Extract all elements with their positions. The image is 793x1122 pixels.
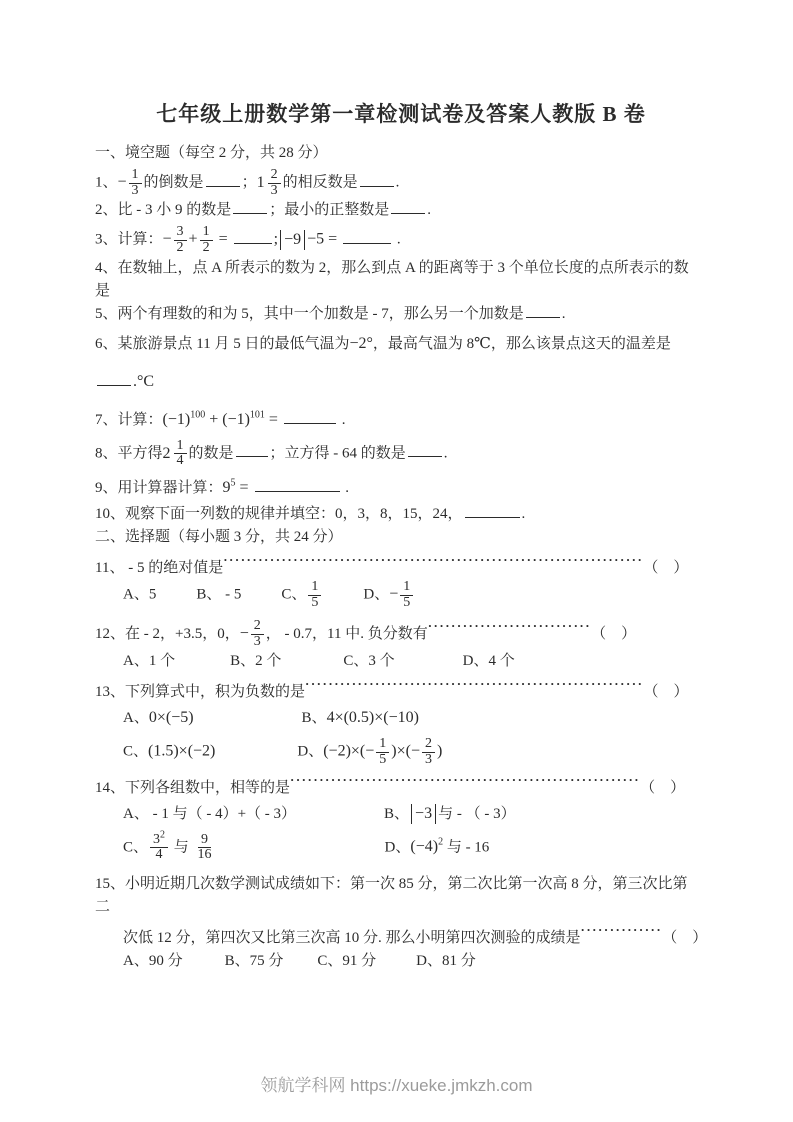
math-text: = <box>235 479 253 497</box>
text: 6、某旅游景点 11 月 5 日的最低气温为 <box>95 335 350 352</box>
text: 是 <box>95 282 111 299</box>
math-text: −5 = <box>307 231 342 248</box>
question-12 <box>95 615 707 650</box>
text: B、 <box>301 710 327 727</box>
answer-blank <box>284 410 336 424</box>
text: 5、两个有理数的和为 5，其中一个加数是 - 7，那么另一个加数是 <box>95 305 524 322</box>
text: ， - 0.7，11 中. 负分数有 <box>265 625 428 642</box>
question-13 <box>95 673 707 703</box>
power-expression: $9^5$ <box>222 477 236 497</box>
text: 的数是 <box>188 445 234 462</box>
text: （ ） <box>591 625 637 642</box>
text: 二、选择题（每小题 3 分，共 24 分） <box>95 529 343 546</box>
answer-blank <box>343 230 391 244</box>
text: . <box>395 174 400 191</box>
answer-blank <box>234 230 272 244</box>
text: ；立方得 - 64 的数是 <box>269 445 406 462</box>
text: ；最小的正整数是 <box>269 202 390 219</box>
question-15-cont2 <box>95 919 707 949</box>
text: B、75 分 <box>224 953 284 969</box>
text: 的相反数是 <box>282 174 358 191</box>
text: 2、比 - 3 小 9 的数是 <box>95 202 232 219</box>
question-14 <box>95 769 707 799</box>
text: B、 - 5 <box>196 586 242 603</box>
text: C、 <box>281 586 307 603</box>
math-text: .°C <box>133 372 155 390</box>
text: . <box>521 506 526 523</box>
text: 二 <box>95 899 111 915</box>
math-text: + <box>205 410 223 428</box>
question-3 <box>95 225 707 255</box>
fraction: $\frac{3}{2}$ <box>174 225 187 255</box>
math-text: 0×(−5) <box>148 709 194 727</box>
text: D、4 个 <box>462 653 515 670</box>
question-12-options <box>95 650 707 672</box>
text: 与 - 16 <box>443 839 490 856</box>
dot-leader: ·························································· <box>305 676 644 692</box>
question-4 <box>95 257 707 279</box>
question-11 <box>95 549 707 579</box>
text: ； <box>241 174 257 191</box>
question-6-blank <box>95 371 707 393</box>
math-text: + <box>188 231 198 248</box>
math-text: ) <box>436 742 443 760</box>
text: （ ） <box>643 560 689 577</box>
text: 9、用计算器计算： <box>95 480 223 497</box>
fraction: $\frac{3^2}{4}$ <box>150 833 168 863</box>
math-text: )×(− <box>391 742 420 760</box>
text: 与 <box>170 839 193 856</box>
math-text: − <box>239 624 249 642</box>
text: D、81 分 <box>416 953 476 969</box>
text: 8、平方得 <box>95 445 163 462</box>
text: D、 <box>384 839 411 856</box>
answer-blank <box>465 504 520 518</box>
math-text: − <box>117 173 127 191</box>
fraction: $\frac{2}{3}$ <box>251 619 264 649</box>
text: （ ） <box>643 684 689 701</box>
text: 13、下列算式中，积为负数的是 <box>95 684 306 701</box>
question-7 <box>95 409 707 431</box>
question-14-options-cd <box>95 828 707 863</box>
text: 的倒数是 <box>143 174 204 191</box>
text: 与 - （ - 3） <box>438 805 516 822</box>
text: C、 <box>123 839 149 856</box>
text: A、1 个 <box>123 653 176 670</box>
fraction: $\frac{1}{5}$ <box>376 737 389 767</box>
text: ，最高气温为 8℃，那么该景点这天的温差是 <box>372 335 671 352</box>
question-13-options-ab <box>95 707 707 729</box>
text: （ ） <box>662 930 708 946</box>
math-text: (−2)×(− <box>323 742 375 760</box>
question-11-options <box>95 580 707 610</box>
text: B、 <box>384 805 410 822</box>
fraction: $\frac{2}{3}$ <box>422 737 435 767</box>
question-13-options-cd <box>95 737 707 767</box>
text: C、3 个 <box>343 653 395 670</box>
math-text: = <box>264 410 282 428</box>
text: A、 <box>123 710 149 727</box>
answer-blank <box>255 478 340 492</box>
question-15-options <box>95 950 707 972</box>
answer-blank <box>206 173 240 187</box>
question-8 <box>95 439 707 469</box>
fraction: $\frac{1}{5}$ <box>400 580 413 610</box>
question-5 <box>95 303 707 325</box>
answer-blank <box>236 443 268 457</box>
text: 11、 - 5 的绝对值是 <box>95 560 224 577</box>
text: . <box>341 480 350 497</box>
power-expression: $(-1)^{100}$ <box>162 409 206 428</box>
math-text: 4×(0.5)×(−10) <box>326 709 419 727</box>
text: . <box>337 411 346 428</box>
fraction: $\frac{1}{3}$ <box>129 168 142 198</box>
answer-blank <box>391 200 425 214</box>
question-15 <box>95 873 707 895</box>
question-4-cont <box>95 280 707 302</box>
question-10 <box>95 503 707 525</box>
text: 14、下列各组数中，相等的是 <box>95 779 291 796</box>
text: 7、计算： <box>95 411 163 428</box>
text: 15、小明近期几次数学测试成绩如下：第一次 85 分，第二次比第一次高 8 分，第三次比第 <box>95 876 688 892</box>
dot-leader: ···························································· <box>290 771 641 787</box>
footer-watermark <box>0 1071 793 1096</box>
text: （ ） <box>640 779 686 796</box>
question-1 <box>95 168 707 198</box>
absolute-value: −3 <box>411 804 436 824</box>
section1-heading <box>95 142 707 164</box>
dot-leader: ···························· <box>427 617 592 633</box>
text: . <box>443 445 448 462</box>
answer-blank <box>360 173 394 187</box>
text: 1、 <box>95 174 118 191</box>
text: 3、计算： <box>95 232 163 248</box>
absolute-value: −9 <box>280 230 305 250</box>
dot-leader: ········································································ <box>223 552 644 568</box>
text: 12、在 - 2，+3.5，0， <box>95 625 240 642</box>
text: A、5 <box>123 586 157 603</box>
text: B、2 个 <box>230 653 282 670</box>
fraction: $\frac{9}{16}$ <box>197 831 212 863</box>
fraction: $\frac{1}{2}$ <box>200 225 213 255</box>
math-text: − <box>162 231 172 248</box>
fraction: $\frac{2}{3}$ <box>268 168 281 198</box>
answer-blank <box>408 443 442 457</box>
text: C、91 分 <box>317 953 377 969</box>
text: . <box>561 305 566 322</box>
text: 10、观察下面一列数的规律并填空：0，3，8，15，24， <box>95 506 463 523</box>
math-text: − <box>389 585 399 603</box>
test-body <box>95 142 707 972</box>
math-text: = <box>214 231 232 248</box>
text: A、90 分 <box>123 953 183 969</box>
math-text: −2° <box>349 334 373 352</box>
dot-leader: ·············· <box>580 922 663 937</box>
question-6 <box>95 333 707 355</box>
text: A、 - 1 与（ - 4）+（ - 3） <box>123 805 297 822</box>
text: D、 <box>297 743 324 760</box>
answer-blank <box>97 372 131 386</box>
question-15-cont1 <box>95 896 707 918</box>
section2-heading <box>95 526 707 548</box>
page-title: 七年级上册数学第一章检测试卷及答案人教版 B 卷 <box>156 102 646 126</box>
text: . <box>427 202 432 219</box>
question-14-options-ab <box>95 803 707 825</box>
answer-blank <box>526 304 560 318</box>
fraction: $\frac{1}{5}$ <box>308 580 321 610</box>
math-text: (1.5)×(−2) <box>148 742 216 760</box>
text: C、 <box>123 743 149 760</box>
text: 4、在数轴上，点 A 所表示的数为 2，那么到点 A 的距离等于 3 个单位长度的点所表示的数 <box>95 259 689 276</box>
text: . <box>393 232 401 248</box>
question-9 <box>95 477 707 499</box>
math-text: ; <box>273 231 279 248</box>
question-2 <box>95 199 707 221</box>
footer-site-text: 领航学科网 https://xueke.jmkzh.com <box>260 1076 533 1095</box>
mixed-number: 1 $\frac{2}{3}$ <box>257 168 283 198</box>
power-expression: $(-4)^2$ <box>410 836 444 856</box>
text: D、 <box>363 586 390 603</box>
mixed-number: 2 $\frac{1}{4}$ <box>163 439 189 469</box>
fraction: $\frac{1}{4}$ <box>174 439 187 469</box>
text: 一、境空题（每空 2 分，共 28 分） <box>95 145 328 161</box>
answer-blank <box>233 200 267 214</box>
text: 次低 12 分，第四次又比第三次高 10 分. 那么小明第四次测验的成绩是 <box>123 930 581 946</box>
power-expression: $(-1)^{101}$ <box>222 409 265 428</box>
